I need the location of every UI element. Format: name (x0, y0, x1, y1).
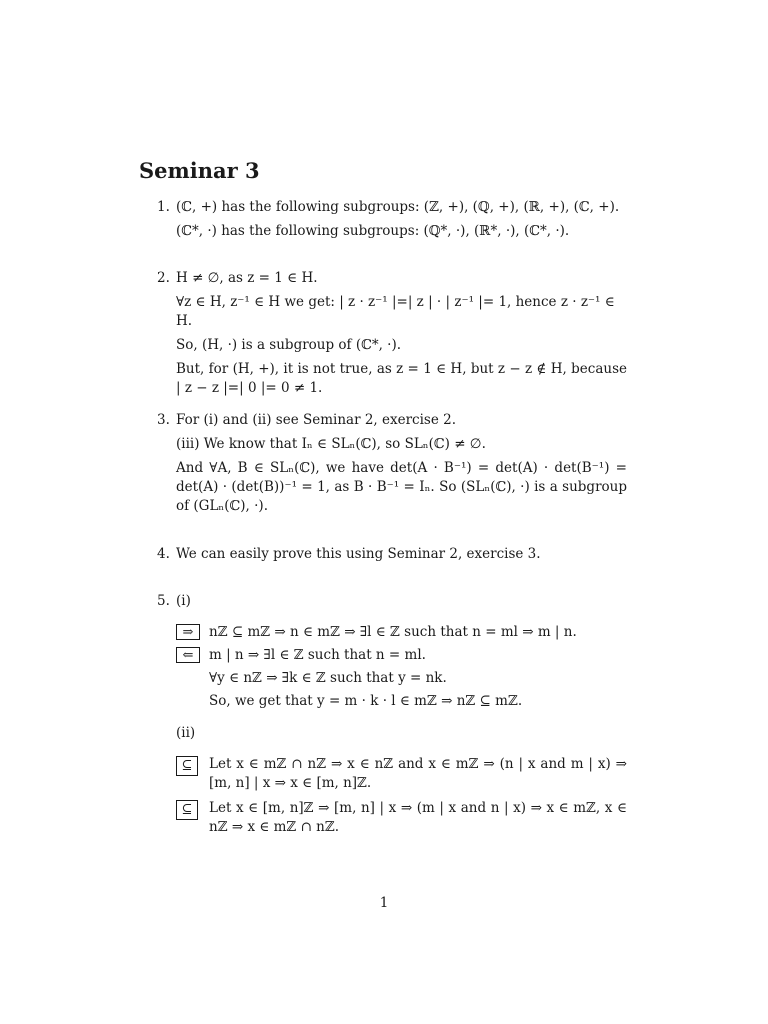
exercise-2-line-3: So, (H, ·) is a subgroup of (ℂ*, ·). (176, 337, 402, 353)
exercise-4-line-1: We can easily prove this using Seminar 2, exercise 3. (176, 546, 541, 562)
exercise-5 (157, 592, 627, 841)
right-arrow-box: ⇒ (176, 624, 200, 640)
section-title: Seminar 3 (139, 158, 260, 183)
exercise-2-line-4: But, for (H, +), it is not true, as z = 1 ∈ H, but z − z ∉ H, because | z − z |=| 0 |= 0 ≠ 1. (176, 361, 627, 396)
left-arrow-box: ⇐ (176, 647, 200, 663)
exercise-3-line-2: (iii) We know that Iₙ ∈ SLₙ(ℂ), so SLₙ(ℂ) ≠ ∅. (176, 436, 486, 452)
exercise-4 (157, 545, 627, 569)
inclusion-2 (176, 799, 627, 837)
implication-backward (176, 646, 627, 665)
subseteq-box: ⊆ (176, 800, 198, 820)
item-number: 4. (157, 546, 170, 562)
inclusion-1 (176, 755, 627, 793)
forward-text: nℤ ⊆ mℤ ⇒ n ∈ mℤ ⇒ ∃l ∈ ℤ such that n = ml ⇒ m | n. (209, 624, 577, 640)
inclusion-1-text: Let x ∈ mℤ ∩ nℤ ⇒ x ∈ nℤ and x ∈ mℤ ⇒ (n | x and m | x) ⇒ [m, n] | x ⇒ x ∈ [m, n]ℤ. (209, 756, 627, 791)
backward-line-1: m | n ⇒ ∃l ∈ ℤ such that n = ml. (209, 647, 426, 663)
exercise-1-line-2: (ℂ*, ·) has the following subgroups: (ℚ*, ·), (ℝ*, ·), (ℂ*, ·). (176, 223, 570, 239)
exercise-2-line-1: H ≠ ∅, as z = 1 ∈ H. (176, 270, 318, 286)
subseteq-box: ⊆ (176, 756, 198, 776)
implication-forward (176, 623, 627, 642)
item-number: 2. (157, 270, 170, 286)
exercise-1-line-1: (ℂ, +) has the following subgroups: (ℤ, +), (ℚ, +), (ℝ, +), (ℂ, +). (176, 199, 620, 215)
page-number: 1 (379, 895, 389, 911)
part-ii-label: (ii) (176, 725, 196, 741)
exercise-2-line-2: ∀z ∈ H, z⁻¹ ∈ H we get: | z · z⁻¹ |=| z | · | z⁻¹ |= 1, hence z · z⁻¹ ∈ H. (176, 294, 615, 329)
exercise-3-line-3: And ∀A, B ∈ SLₙ(ℂ), we have det(A · B⁻¹) = det(A) · det(B⁻¹) = det(A) · (det(B))⁻¹ = 1, as B · B⁻¹ = Iₙ. So (SLₙ(ℂ), ·) is a subgroup of (GLₙ(ℂ), ·). (176, 460, 627, 514)
backward-line-2: ∀y ∈ nℤ ⇒ ∃k ∈ ℤ such that y = nk. (209, 670, 447, 686)
inclusion-2-text: Let x ∈ [m, n]ℤ ⇒ [m, n] | x ⇒ (m | x and n | x) ⇒ x ∈ mℤ, x ∈ nℤ ⇒ x ∈ mℤ ∩ nℤ. (209, 800, 627, 835)
exercise-3-line-1: For (i) and (ii) see Seminar 2, exercise 2. (176, 412, 457, 428)
part-i-label: (i) (176, 593, 191, 609)
exercise-1 (157, 198, 627, 246)
backward-line-3: So, we get that y = m · k · l ∈ mℤ ⇒ nℤ ⊆ mℤ. (209, 693, 523, 709)
item-number: 5. (157, 593, 170, 609)
item-number: 1. (157, 199, 170, 215)
exercise-3 (157, 411, 627, 521)
exercise-2 (157, 269, 627, 403)
item-number: 3. (157, 412, 170, 428)
